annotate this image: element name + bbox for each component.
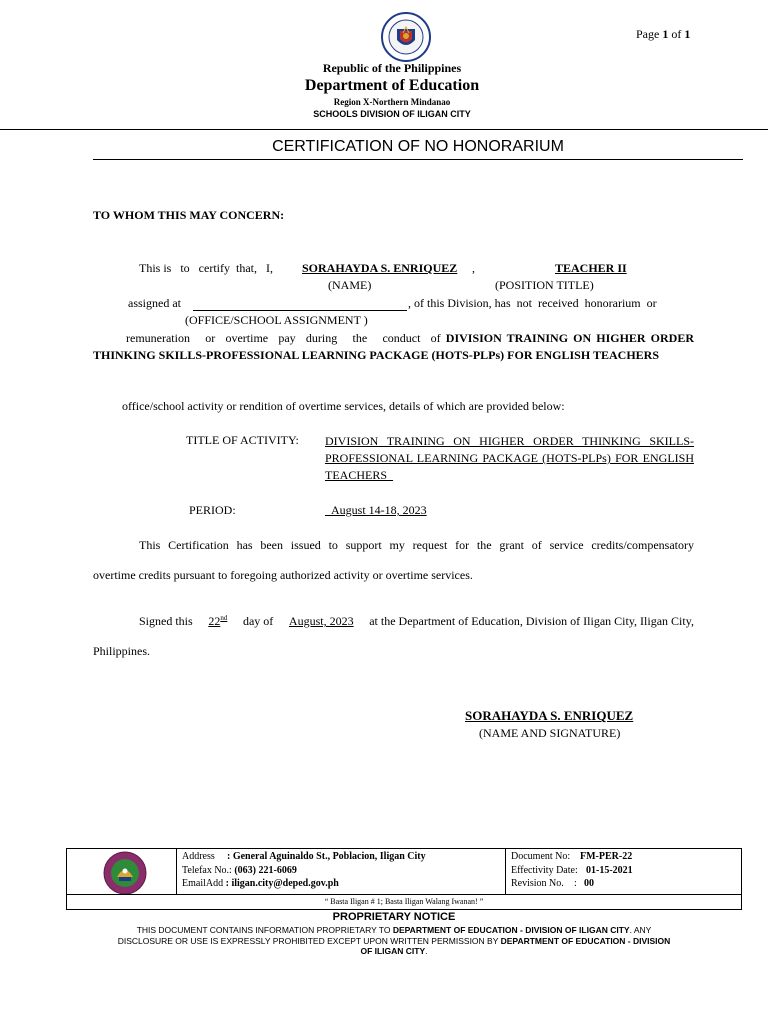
- footer-doc-no-value: FM-PER-22: [580, 851, 633, 862]
- footer-email-value: : iligan.city@deped.gov.ph: [225, 878, 339, 889]
- salutation: TO WHOM THIS MAY CONCERN:: [93, 208, 285, 222]
- period-value: _August 14-18, 2023: [325, 503, 427, 517]
- footer-motto: “ Basta Iligan # 1; Basta Iligan Walang Iwanan! ”: [67, 894, 741, 909]
- name-caption: (NAME): [328, 278, 372, 292]
- footer-doc-no: [511, 850, 741, 864]
- notice-line-2: [90, 936, 698, 947]
- document-title: CERTIFICATION OF NO HONORARIUM: [272, 138, 564, 155]
- certifier-comma: ,: [472, 261, 475, 275]
- footer-telefax-value: (063) 221-6069: [234, 864, 297, 876]
- signed-line-1: [139, 614, 694, 629]
- certify-intro: This is to certify that, I,: [139, 261, 273, 275]
- remuneration-text: remuneration or overtime pay during the conduct of: [126, 331, 441, 345]
- page-of: of: [671, 27, 682, 41]
- page-label: Page: [636, 27, 660, 41]
- notice-line-1: [90, 925, 698, 936]
- title-of-activity-value: DIVISION TRAINING ON HIGHER ORDER THINKING SKILLS-PROFESSIONAL LEARNING PACKAGE (HOTS-PLPs) FOR ENGLISH TEACHERS_: [325, 434, 694, 482]
- certifier-name: SORAHAYDA S. ENRIQUEZ: [302, 261, 458, 275]
- footer-doc-no-label: Document No:: [511, 851, 571, 862]
- training-name: DIVISION TRAINING ON HIGHER ORDER THINKING SKILLS-PROFESSIONAL LEARNING PACKAGE (HOTS-PLPs) FOR ENGLISH TEACHERS: [93, 331, 695, 362]
- title-of-activity-label: TITLE OF ACTIVITY:: [186, 433, 299, 447]
- header-region: Region X-Northern Mindanao: [333, 97, 451, 107]
- signature-caption: (NAME AND SIGNATURE): [479, 726, 621, 740]
- assignment-blank: [193, 296, 407, 311]
- footer-effectivity-label: Effectivity Date:: [511, 864, 578, 876]
- signed-day-wrap: [208, 614, 227, 629]
- notice-1: THIS DOCUMENT CONTAINS INFORMATION PROPRIETARY TO: [136, 925, 391, 935]
- footer-telefax-label: Telefax No.:: [182, 864, 232, 876]
- footer-revision-value: 00: [584, 878, 594, 889]
- period-label: PERIOD:: [189, 503, 236, 517]
- assigned-at-label: assigned at: [128, 296, 181, 310]
- footer-address-label: Address: [182, 851, 215, 862]
- page-total: 1: [684, 27, 691, 41]
- footer-revision-colon: :: [574, 878, 577, 889]
- assignment-caption: (OFFICE/SCHOOL ASSIGNMENT ): [185, 313, 368, 327]
- division-seal-icon: [103, 851, 147, 895]
- issued-line-2: overtime credits pursuant to foregoing authorized activity or overtime services.: [93, 568, 473, 582]
- footer-logo-cell: [67, 849, 177, 895]
- page-number: [636, 27, 690, 42]
- footer-address-value: : General Aguinaldo St., Poblacion, Iligan City: [227, 851, 426, 862]
- footer-box: [66, 848, 742, 910]
- footer-telefax: [182, 864, 505, 878]
- notice-3b: OF ILIGAN CITY: [360, 946, 426, 956]
- signature-name: SORAHAYDA S. ENRIQUEZ: [465, 708, 634, 723]
- notice-1b: DEPARTMENT OF EDUCATION - DIVISION OF ILIGAN CITY: [392, 925, 630, 935]
- footer-revision-label: Revision No.: [511, 878, 564, 889]
- notice-text: [90, 925, 698, 957]
- notice-2: DISCLOSURE OR USE IS EXPRESSLY PROHIBITED EXCEPT UPON WRITTEN PERMISSION BY: [117, 935, 499, 946]
- notice-1c: . ANY: [629, 925, 652, 935]
- notice-title: PROPRIETARY NOTICE: [332, 911, 456, 923]
- position-caption: (POSITION TITLE): [495, 278, 594, 292]
- notice-3c: .: [425, 946, 428, 956]
- header-department: Department of Education: [304, 77, 480, 94]
- header-division: SCHOOLS DIVISION OF ILIGAN CITY: [313, 109, 471, 119]
- footer-effectivity-value: 01-15-2021: [586, 864, 633, 876]
- footer-effectivity: [511, 864, 741, 878]
- signed-day: 22: [208, 614, 221, 628]
- footer-doc-cell: [506, 849, 741, 895]
- activity-line: office/school activity or rendition of overtime services, details of which are provided below:: [122, 399, 565, 413]
- page-current: 1: [662, 27, 669, 41]
- certifier-position: TEACHER II: [555, 261, 627, 275]
- remuneration-paragraph: [93, 330, 694, 364]
- footer-email: [182, 877, 505, 891]
- signed-day-suffix: nd: [220, 614, 228, 622]
- footer-contact-cell: [177, 849, 506, 895]
- signed-rest: at the Department of Education, Division of Iligan City, Iligan City,: [369, 614, 694, 628]
- issued-line-1: This Certification has been issued to support my request for the grant of service credits/compensatory: [139, 538, 694, 552]
- signed-prefix: Signed this: [139, 614, 193, 628]
- notice-line-3: [90, 946, 698, 957]
- signed-line-2: Philippines.: [93, 644, 151, 658]
- title-rule: [93, 159, 743, 160]
- footer-revision: [511, 877, 741, 891]
- signed-mid: day of: [242, 614, 274, 628]
- deped-seal-icon: [381, 12, 431, 62]
- footer-address: [182, 850, 505, 864]
- header-republic: Republic of the Philippines: [322, 61, 462, 75]
- notice-2b: DEPARTMENT OF EDUCATION - DIVISION: [500, 935, 671, 946]
- assigned-rest: , of this Division, has not received honorarium or: [408, 296, 657, 310]
- signed-month: August, 2023: [288, 614, 354, 628]
- header-rule: [0, 129, 768, 130]
- footer-email-label: EmailAdd: [182, 878, 224, 889]
